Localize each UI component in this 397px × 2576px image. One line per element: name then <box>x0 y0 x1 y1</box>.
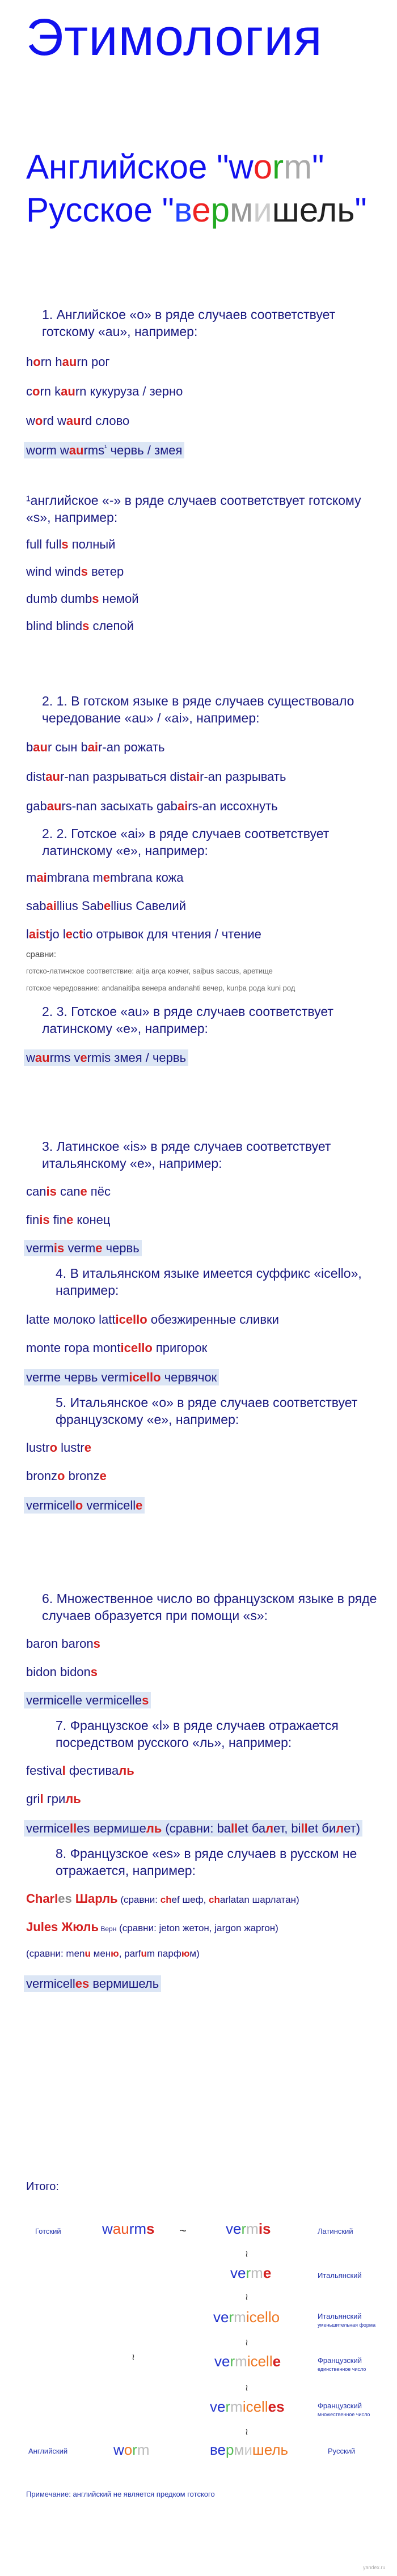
section-2-1-heading: 2. 1. В готском языке в ряде случаев существовало чередование «au» / «ai», например: <box>42 694 354 725</box>
section-6-heading: 6. Множественное число во французском языке в ряде случаев образуется при помощи «s»: <box>42 1591 377 1623</box>
list-item: bidon bidons <box>26 1665 98 1679</box>
word-italian-diminutive: vermicello <box>213 2309 280 2326</box>
label-latin: Латинский <box>318 2227 353 2235</box>
approx-sign: ≀ <box>245 2250 248 2259</box>
letter-rest: шель <box>272 191 355 229</box>
word-gothic: waurms <box>102 2220 155 2237</box>
letter-m: м <box>229 191 254 229</box>
letter-r: r <box>272 148 284 186</box>
section-7-heading: 7. Французское «l» в ряде случаев отражается посредством русского «ль», например: <box>56 1718 339 1750</box>
label-french-singular-sub: единственное число <box>318 2366 366 2372</box>
letter-w: w <box>229 148 254 186</box>
list-item-highlighted: vermicello vermicelle <box>26 1498 145 1513</box>
approx-sign: ≀ <box>245 2338 248 2348</box>
list-item: maimbrana membrana кожа <box>26 870 184 885</box>
label-russian: Русский <box>328 2447 356 2455</box>
label-french-singular: Французский <box>318 2356 362 2365</box>
list-item: full fulls полный <box>26 537 116 551</box>
list-item: gril гриль <box>26 1792 81 1806</box>
list-item-highlighted: vermicelle vermicelles <box>26 1693 151 1708</box>
section-2-2-heading: 2. 2. Готское «ai» в ряде случаев соответствует латинскому «e», например: <box>42 826 330 858</box>
list-item: blind blinds слепой <box>26 619 134 633</box>
letter-o: o <box>253 148 273 186</box>
list-item: laistjo lectio отрывок для чтения / чтение <box>26 927 261 941</box>
letter-r: р <box>210 191 230 229</box>
list-item-highlighted: vermicelles вермишель (сравни: ballet балет, billet билет) <box>26 1821 362 1836</box>
subtitle-suffix: " <box>312 148 324 186</box>
list-item: monte гора monticello пригорок <box>26 1341 208 1355</box>
approx-sign: ≀ <box>245 2293 248 2302</box>
section-3-heading: 3. Латинское «is» в ряде случаев соответствует итальянскому «e», например: <box>42 1139 331 1171</box>
note-heading: ¹английское «-» в ряде случаев соответствует готскому «s», например: <box>26 493 361 525</box>
list-item: lustro lustre <box>26 1440 91 1455</box>
subtitle-english <box>26 147 324 186</box>
label-french-plural-sub: множественное число <box>318 2412 370 2417</box>
subtitle-prefix: Русское " <box>26 191 174 229</box>
list-item: gabaurs-nan засыхать gabairs-an иссохнуть <box>26 799 278 813</box>
list-item: corn kaurn кукуруза / зерно <box>26 384 183 398</box>
label-french-plural: Французский <box>318 2401 362 2410</box>
list-item: finis fine конец <box>26 1213 111 1227</box>
list-item: horn haurn рог <box>26 355 110 369</box>
summary-heading: Итого: <box>26 2180 59 2193</box>
subtitle-russian <box>26 190 367 229</box>
list-item: latte молоко latticello обезжиренные сливки <box>26 1312 279 1327</box>
tilde-sign: ~ <box>179 2224 187 2238</box>
list-item-highlighted: vermis verme червь <box>26 1241 142 1256</box>
list-item: distaur-nan разрываться distair-an разрывать <box>26 770 286 784</box>
label-italian: Итальянский <box>318 2271 362 2280</box>
note-text: готское чередование: andanaitiþa венера andanahti вечер, kunþa рода kuni род <box>26 984 295 992</box>
list-item: (сравни: menu меню, parfum парфюм) <box>26 1948 200 1959</box>
list-item: dumb dumbs немой <box>26 592 139 606</box>
approx-sign: ≀ <box>245 2383 248 2393</box>
list-item: sabaillius Sabellius Савелий <box>26 899 186 913</box>
word-latin: vermis <box>226 2220 271 2237</box>
list-item: bronzo bronze <box>26 1469 107 1483</box>
list-item-highlighted: vermicelles вермишель <box>26 1976 161 1991</box>
label-gothic: Готский <box>35 2227 61 2235</box>
word-russian: вермишель <box>210 2441 289 2458</box>
list-item: Jules Жюль Верн (сравни: jeton жетон, jargon жаргон) <box>26 1920 278 1934</box>
letter-e: е <box>192 191 211 229</box>
letter-ve: в <box>174 191 192 229</box>
page-title: Этимология <box>26 8 323 66</box>
list-item-highlighted: verme червь vermicello червячок <box>26 1370 219 1385</box>
note-text: готско-латинское соответствие: aitja arça ковчег, saiþus saccus, аретище <box>26 967 273 975</box>
list-item: baron barons <box>26 1636 100 1651</box>
section-1-heading: 1. Английское «o» в ряде случаев соответствует готскому «au», например: <box>42 307 336 339</box>
word-italian: verme <box>230 2264 272 2281</box>
label-italian-sub: уменьшительная форма <box>318 2322 376 2328</box>
footer-watermark: yandex.ru <box>363 2565 386 2570</box>
list-item-highlighted: waurms vermis змея / червь <box>26 1051 188 1065</box>
list-item-highlighted: worm waurms$^{^1}$ червь / змея <box>26 443 184 458</box>
list-item: canis cane пёс <box>26 1184 111 1198</box>
list-item: word waurd слово <box>26 414 130 428</box>
word-english: worm <box>113 2441 150 2458</box>
label-italian-diminutive: Итальянский <box>318 2312 362 2320</box>
word-french-plural: vermicelles <box>210 2398 285 2415</box>
subtitle-suffix: " <box>354 191 367 229</box>
note-text: сравни: <box>26 950 56 959</box>
approx-sign: ≀ <box>132 2353 135 2362</box>
list-item: festival фестиваль <box>26 1763 134 1778</box>
list-item: wind winds ветер <box>26 564 124 579</box>
letter-i: и <box>253 191 272 229</box>
list-item: Charles Шарль (сравни: chef шеф, charlatan шарлатан) <box>26 1891 299 1906</box>
label-english: Английский <box>28 2447 68 2455</box>
section-8-heading: 8. Французское «es» в ряде случаев в русском не отражается, например: <box>56 1846 357 1878</box>
approx-sign: ≀ <box>245 2428 248 2437</box>
word-french-singular: vermicelle <box>214 2353 281 2370</box>
section-2-3-heading: 2. 3. Готское «au» в ряде случаев соответствует латинскому «e», например: <box>42 1004 333 1036</box>
section-5-heading: 5. Итальянское «o» в ряде случаев соответствует французскому «e», например: <box>56 1395 358 1427</box>
letter-m: m <box>284 148 312 186</box>
subtitle-prefix: Английское " <box>26 148 229 186</box>
footnote: Примечание: английский не является предком готского <box>26 2490 215 2498</box>
list-item: baur сын bair-an рожать <box>26 740 165 754</box>
section-4-heading: 4. В итальянском языке имеется суффикс «icello», например: <box>56 1266 362 1298</box>
